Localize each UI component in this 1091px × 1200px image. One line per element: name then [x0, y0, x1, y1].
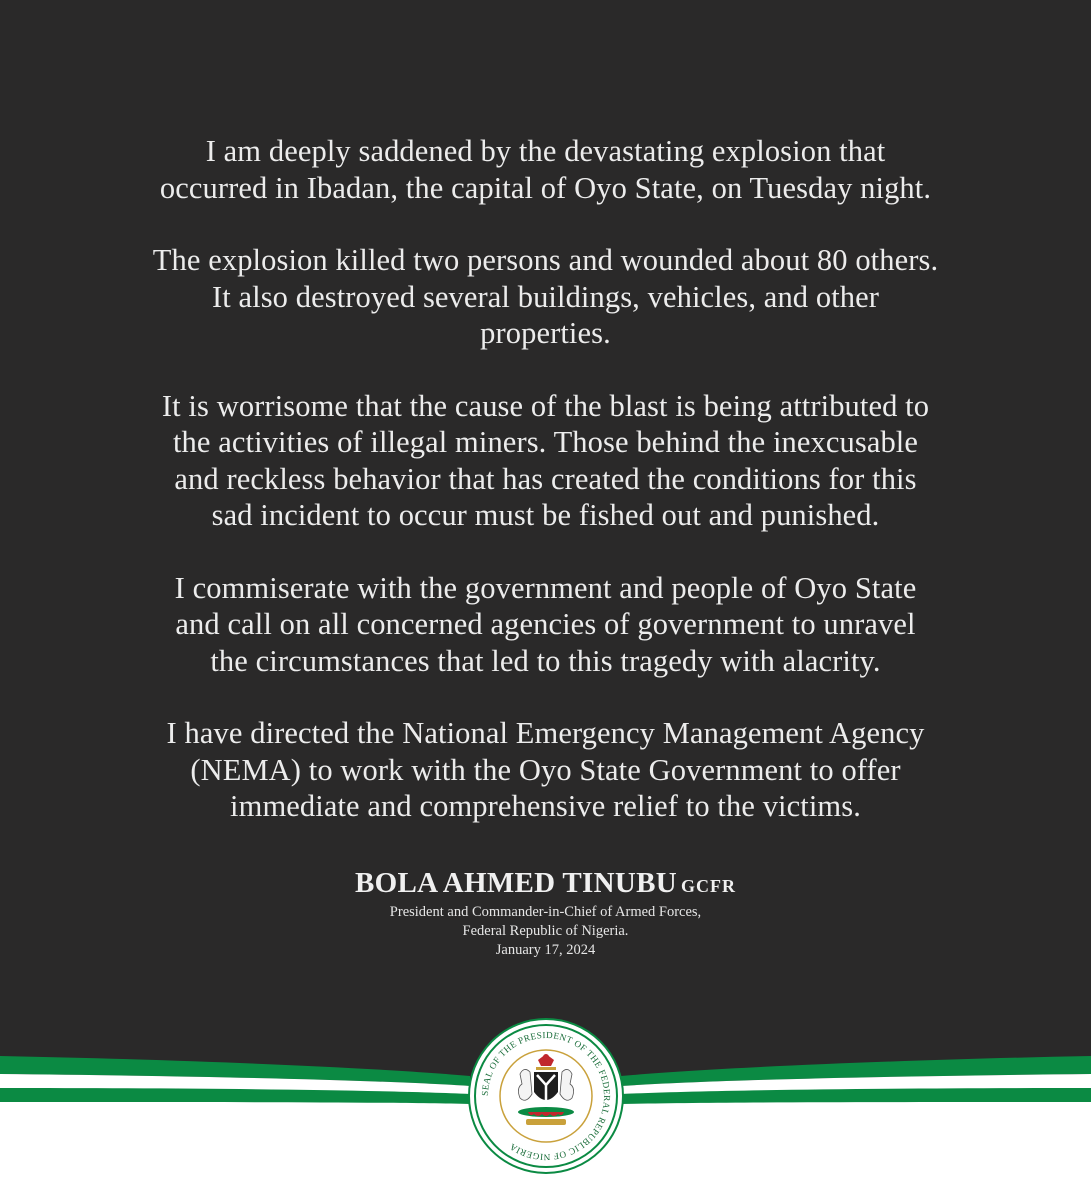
seal-inscription: SEAL OF THE PRESIDENT OF THE FEDERAL REPUBLIC OF NIGERIA	[479, 1029, 613, 1163]
text-line: sad incident to occur must be fished out and punished.	[211, 498, 880, 532]
text-line: the circumstances that led to this tragedy with alacrity.	[210, 643, 881, 678]
text-line: It also destroyed several buildings, vehicles, and other	[211, 279, 880, 314]
paragraph-5	[0, 715, 1091, 825]
text-line: I have directed the National Emergency Management Agency	[166, 716, 925, 750]
text-line: the activities of illegal miners. Those behind the inexcusable	[172, 425, 919, 459]
text-line: The explosion killed two persons and wounded about 80 others.	[152, 243, 939, 277]
signatory-title-line1: President and Commander-in-Chief of Armed Forces,	[389, 904, 702, 920]
paragraph-1	[0, 133, 1091, 206]
text-line: and call on all concerned agencies of government to unravel	[175, 607, 916, 641]
signatory-title-line2: Federal Republic of Nigeria.	[462, 923, 629, 939]
statement-body	[0, 133, 1091, 861]
text-line: properties.	[480, 316, 611, 350]
text-line: and reckless behavior that has created the conditions for this	[174, 461, 917, 496]
paragraph-4	[0, 570, 1091, 680]
text-line: immediate and comprehensive relief to the victims.	[230, 789, 861, 823]
signature-block	[0, 866, 1091, 960]
paragraph-3	[0, 388, 1091, 534]
presidential-seal-emblem	[468, 1018, 624, 1174]
honour-suffix: GCFR	[681, 876, 737, 896]
text-line: It is worrisome that the cause of the blast is being attributed to	[161, 388, 930, 423]
text-line: I am deeply saddened by the devastating explosion that	[205, 134, 886, 168]
paragraph-2	[0, 242, 1091, 352]
text-line: (NEMA) to work with the Oyo State Government to offer	[190, 752, 901, 787]
text-line: occurred in Ibadan, the capital of Oyo State, on Tuesday night.	[159, 170, 932, 205]
statement-date: January 17, 2024	[495, 942, 596, 958]
text-line: I commiserate with the government and people of Oyo State	[174, 570, 917, 605]
signatory-name: BOLA AHMED TINUBU	[354, 867, 678, 899]
signatory-name-line	[0, 866, 1091, 903]
